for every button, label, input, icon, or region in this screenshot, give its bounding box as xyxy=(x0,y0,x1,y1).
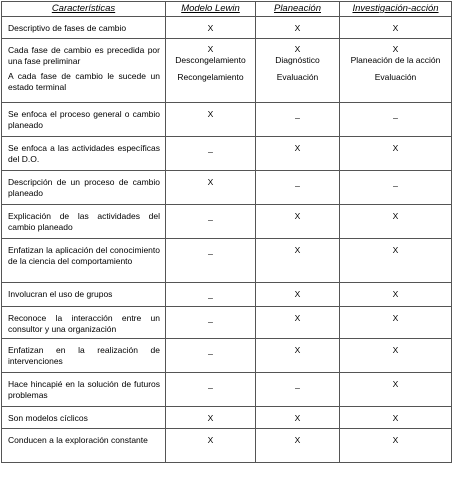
row-value-cell xyxy=(166,407,256,429)
comparison-table xyxy=(1,1,452,463)
row-value-cell xyxy=(166,137,256,171)
dash-mark: _ xyxy=(393,109,398,119)
dash-mark: _ xyxy=(393,177,398,187)
row-value-cell xyxy=(166,373,256,407)
check-mark: X xyxy=(294,23,301,33)
check-mark: X xyxy=(294,413,301,423)
dash-mark: _ xyxy=(208,289,213,299)
row-label: Explicación de las actividades del cambio planeado xyxy=(2,205,166,239)
row-value-cell xyxy=(166,205,256,239)
dash-mark: _ xyxy=(208,143,213,153)
dash-mark: _ xyxy=(208,345,213,355)
check-mark: X xyxy=(207,23,214,33)
dash-mark: _ xyxy=(208,245,213,255)
row-value-cell xyxy=(166,307,256,339)
row-label: Descripción de un proceso de cambio planeado xyxy=(2,171,166,205)
check-mark: X xyxy=(294,44,301,54)
cell-text: Evaluación xyxy=(374,71,417,82)
check-mark: X xyxy=(207,177,214,187)
table-row xyxy=(2,205,452,239)
row-value-cell xyxy=(340,17,452,39)
row-value-cell xyxy=(256,429,340,463)
row-value-cell xyxy=(256,103,340,137)
row-value-cell xyxy=(166,39,256,69)
header-planeacion: Planeación xyxy=(256,2,340,17)
dash-mark: _ xyxy=(295,109,300,119)
row-label: Conducen a la exploración constante xyxy=(2,429,166,463)
table-row xyxy=(2,407,452,429)
table-body xyxy=(2,17,452,463)
row-label: Se enfoca el proceso general o cambio planeado xyxy=(2,103,166,137)
row-value-cell xyxy=(166,17,256,39)
cell-text: Evaluación xyxy=(276,71,319,82)
row-value-cell xyxy=(166,171,256,205)
dash-mark: _ xyxy=(208,313,213,323)
row-value-cell xyxy=(340,137,452,171)
check-mark: X xyxy=(207,413,214,423)
table-row xyxy=(2,39,452,69)
cell-text: Recongelamiento xyxy=(177,71,244,82)
row-label: Hace hincapié en la solución de futuros problemas xyxy=(2,373,166,407)
check-mark: X xyxy=(392,44,399,54)
row-value-cell xyxy=(256,307,340,339)
row-value-cell xyxy=(340,373,452,407)
row-value-cell xyxy=(340,205,452,239)
row-value-cell xyxy=(256,69,340,103)
row-value-cell xyxy=(166,103,256,137)
row-value-cell xyxy=(340,103,452,137)
row-value-cell xyxy=(340,429,452,463)
table-row xyxy=(2,339,452,373)
row-value-cell xyxy=(340,39,452,69)
check-mark: X xyxy=(392,345,399,355)
row-value-cell xyxy=(340,307,452,339)
row-value-cell xyxy=(340,339,452,373)
table-row xyxy=(2,137,452,171)
row-value-cell xyxy=(256,171,340,205)
row-value-cell xyxy=(340,283,452,307)
header-caracteristicas: Características xyxy=(2,2,166,17)
row-label: Involucran el uso de grupos xyxy=(2,283,166,307)
table-row xyxy=(2,307,452,339)
dash-mark: _ xyxy=(295,379,300,389)
table-row xyxy=(2,17,452,39)
cell-text: Diagnóstico xyxy=(275,55,320,65)
check-mark: X xyxy=(207,109,214,119)
cell-text: Planeación de la acción xyxy=(350,55,441,65)
dash-mark: _ xyxy=(208,211,213,221)
row-value-cell xyxy=(256,205,340,239)
row-value-cell xyxy=(340,171,452,205)
row-value-cell xyxy=(340,407,452,429)
table-row xyxy=(2,283,452,307)
row-value-cell xyxy=(166,239,256,283)
check-mark: X xyxy=(392,245,399,255)
check-mark: X xyxy=(207,435,214,445)
dash-mark: _ xyxy=(208,379,213,389)
row-value-cell xyxy=(256,373,340,407)
row-value-cell xyxy=(340,69,452,103)
row-label: Cada fase de cambio es precedida por una fase preliminar xyxy=(2,39,166,69)
row-value-cell xyxy=(256,137,340,171)
cell-text: Descongelamiento xyxy=(175,55,246,65)
row-label: Reconoce la interacción entre un consultor y una organización xyxy=(2,307,166,339)
dash-mark: _ xyxy=(295,177,300,187)
check-mark: X xyxy=(294,289,301,299)
check-mark: X xyxy=(392,313,399,323)
check-mark: X xyxy=(392,143,399,153)
row-label: Se enfoca a las actividades específicas del D.O. xyxy=(2,137,166,171)
check-mark: X xyxy=(392,23,399,33)
check-mark: X xyxy=(392,435,399,445)
check-mark: X xyxy=(392,211,399,221)
row-label: Descriptivo de fases de cambio xyxy=(2,17,166,39)
table-row xyxy=(2,373,452,407)
row-value-cell xyxy=(256,339,340,373)
row-value-cell xyxy=(166,283,256,307)
row-value-cell xyxy=(166,429,256,463)
header-modelo-lewin: Modelo Lewin xyxy=(166,2,256,17)
row-value-cell xyxy=(256,17,340,39)
row-value-cell xyxy=(166,339,256,373)
header-investigacion-accion: Investigación-acción xyxy=(340,2,452,17)
check-mark: X xyxy=(207,44,214,54)
row-label: Enfatizan en la realización de intervenciones xyxy=(2,339,166,373)
check-mark: X xyxy=(294,211,301,221)
check-mark: X xyxy=(294,143,301,153)
table-row xyxy=(2,429,452,463)
table-row xyxy=(2,239,452,283)
check-mark: X xyxy=(294,245,301,255)
table-row xyxy=(2,69,452,103)
row-value-cell xyxy=(256,239,340,283)
check-mark: X xyxy=(294,435,301,445)
check-mark: X xyxy=(294,345,301,355)
check-mark: X xyxy=(392,379,399,389)
row-value-cell xyxy=(256,283,340,307)
row-value-cell xyxy=(256,39,340,69)
row-label: A cada fase de cambio le sucede un estado terminal xyxy=(2,69,166,103)
row-value-cell xyxy=(166,69,256,103)
header-row xyxy=(2,2,452,17)
row-value-cell xyxy=(340,239,452,283)
check-mark: X xyxy=(392,413,399,423)
row-label: Enfatizan la aplicación del conocimiento de la ciencia del comportamiento xyxy=(2,239,166,283)
row-label: Son modelos cíclicos xyxy=(2,407,166,429)
check-mark: X xyxy=(392,289,399,299)
row-value-cell xyxy=(256,407,340,429)
check-mark: X xyxy=(294,313,301,323)
table-row xyxy=(2,171,452,205)
table-row xyxy=(2,103,452,137)
